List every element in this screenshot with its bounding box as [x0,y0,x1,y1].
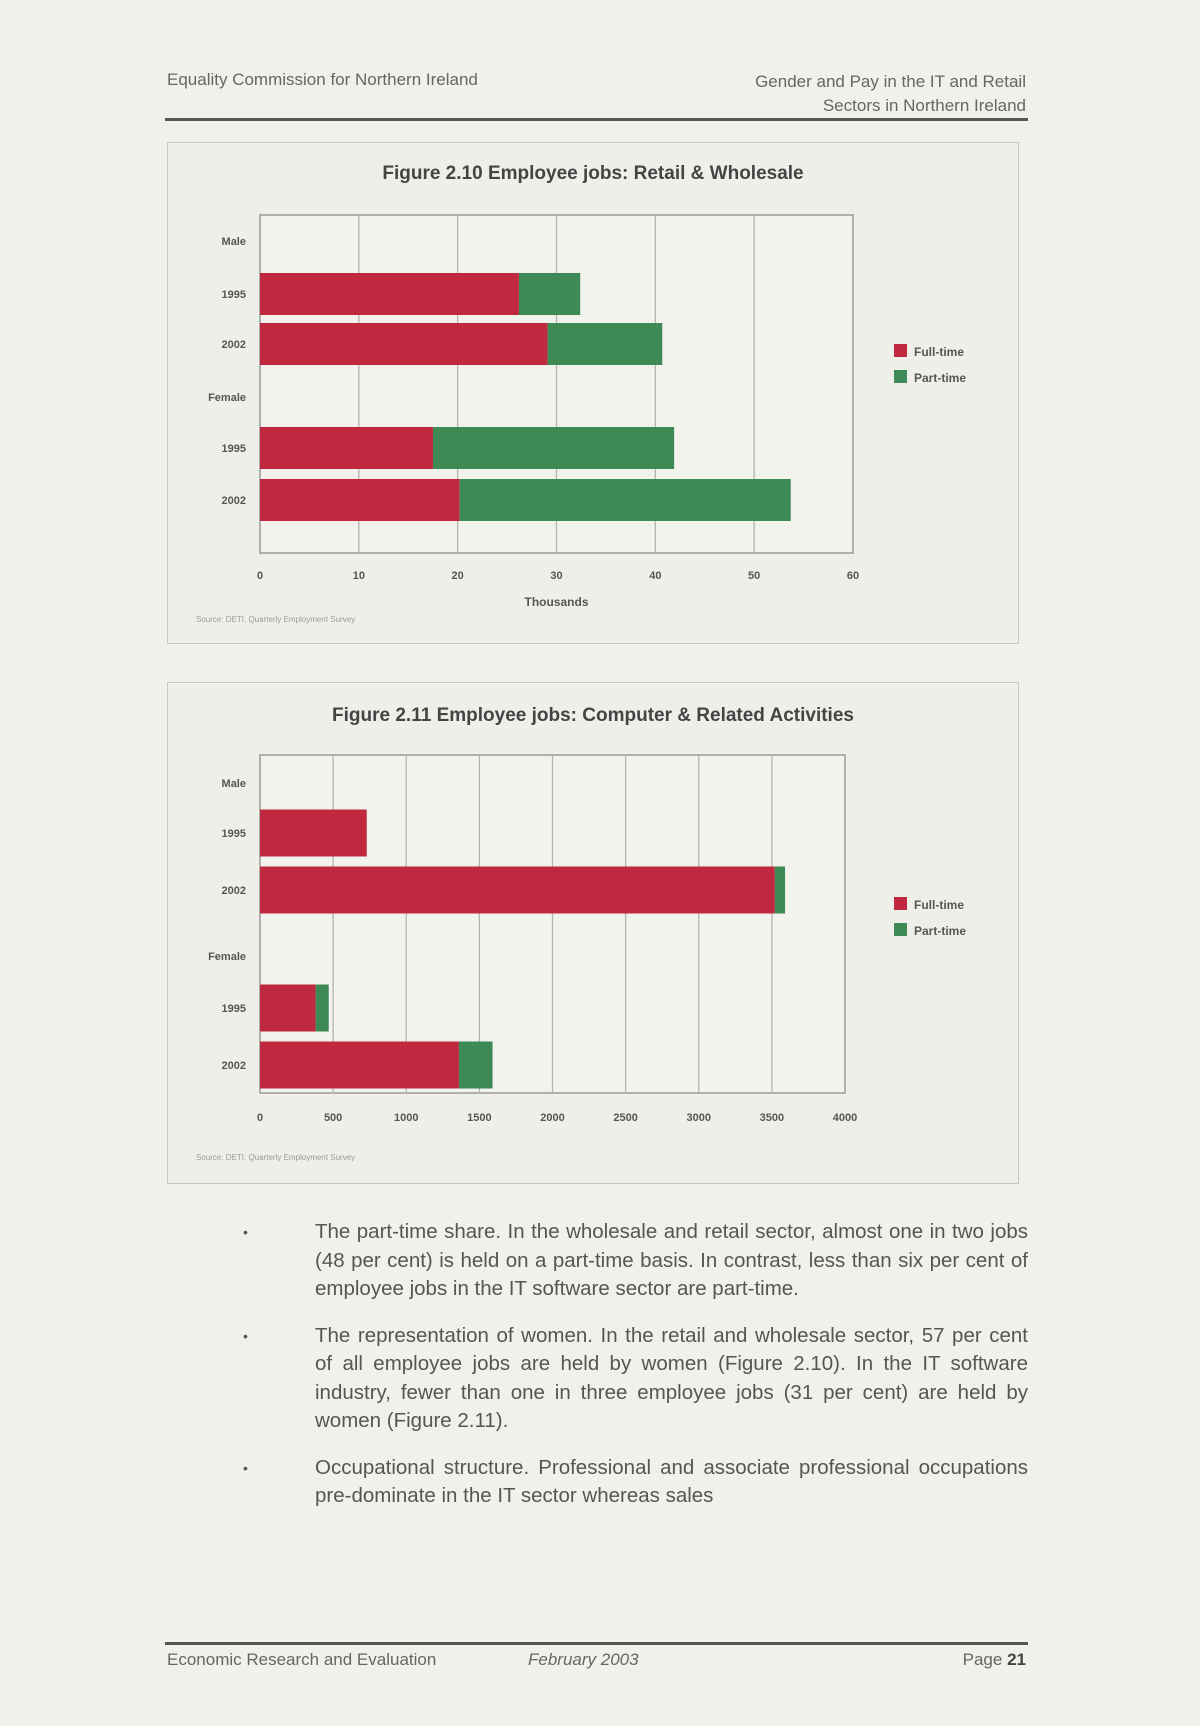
page-number: 21 [1007,1650,1026,1669]
footer-rule [165,1642,1028,1645]
bar-full-time [260,323,548,365]
header-title-line1: Gender and Pay in the IT and Retail [755,72,1026,91]
bar-full-time [260,479,460,521]
x-tick-label: 2000 [540,1112,565,1124]
bar-full-time [260,1042,459,1089]
bar-part-time [775,867,785,914]
x-tick-label: 40 [649,570,662,582]
bullet-icon: • [243,1224,248,1240]
legend-swatch-full-time [894,897,907,910]
chart-svg [168,683,1018,1183]
legend-swatch-full-time [894,344,907,357]
chart-svg [168,143,1018,643]
group-label: Female [208,951,246,963]
x-tick-label: 50 [748,570,761,582]
group-label: Female [208,392,246,404]
category-label: 1995 [221,1003,246,1015]
header-title-line2: Sectors in Northern Ireland [822,96,1026,115]
bar-part-time [316,985,329,1032]
legend-label: Part-time [914,924,967,938]
x-tick-label: 0 [256,570,264,582]
group-label: Male [221,236,246,248]
chart-source: Source: DETI, Quarterly Employment Survey [196,615,356,624]
category-label: 2002 [221,495,246,507]
group-label: Male [221,778,246,790]
bar-full-time [260,810,367,857]
x-tick-label: 1000 [394,1112,419,1124]
bar-part-time [459,1042,493,1089]
category-label: 1995 [221,443,246,455]
page-label: Page [962,1650,1003,1669]
category-label: 2002 [221,885,246,897]
legend-label: Full-time [914,898,964,912]
bullet-icon: • [243,1459,248,1476]
chart-source: Source: DETI, Quarterly Employment Survey [196,1153,356,1162]
x-tick-label: 2500 [613,1112,638,1124]
bar-part-time [548,323,663,365]
x-tick-label: 1500 [467,1112,492,1124]
legend-label: Part-time [914,371,967,385]
x-tick-label: 10 [352,570,365,582]
bullet-item [238,1322,1028,1436]
bar-full-time [260,427,433,469]
x-tick-label: 0 [256,1112,264,1124]
bar-full-time [260,867,775,914]
bullet-text: The part-time share. In the wholesale and retail sector, almost one in two jobs (48 per cent) is held on a part-time basis. In contrast, less than six per cent of employee jobs in the IT software sector are part-time. [315,1220,1028,1300]
footer-date: February 2003 [528,1650,639,1669]
bar-part-time [460,479,791,521]
x-tick-label: 20 [451,570,464,582]
chart-title: Figure 2.10 Employee jobs: Retail & Wholesale [382,163,804,184]
x-tick-label: 3500 [759,1112,785,1124]
footer-department: Economic Research and Evaluation [167,1650,437,1669]
bar-part-time [519,273,580,315]
x-tick-label: 4000 [832,1112,858,1124]
category-label: 2002 [221,339,246,351]
legend-label: Full-time [914,345,964,359]
chart-title: Figure 2.11 Employee jobs: Computer & Related Activities [332,705,854,726]
legend-swatch-part-time [894,370,907,383]
legend-swatch-part-time [894,923,907,936]
bar-part-time [433,427,674,469]
bullet-icon: • [243,1327,248,1344]
category-label: 1995 [221,828,246,840]
header-org: Equality Commission for Northern Ireland [167,70,478,89]
bullet-text: The representation of women. In the retail and wholesale sector, 57 per cent of all employee jobs are held by women (Figure 2.10). In the IT software industry, fewer than one in three employee jobs (31 per cent) are held by women (Figure 2.11). [315,1323,1028,1432]
figure-2-10 [167,142,1019,644]
bullet-list [238,1218,1028,1529]
x-tick-label: 60 [846,570,860,582]
category-label: 2002 [221,1060,246,1072]
footer-page [963,1650,1026,1670]
header-report-title [755,70,1026,118]
bar-full-time [260,985,316,1032]
x-tick-label: 500 [323,1112,343,1124]
bullet-item [238,1218,1028,1304]
bullet-text: Occupational structure. Professional and associate professional occupations pre-dominate in the IT sector whereas sales [315,1455,1028,1507]
category-label: 1995 [221,289,246,301]
x-axis-label: Thousands [524,595,589,609]
x-tick-label: 3000 [686,1112,711,1124]
header-rule [165,118,1028,121]
x-tick-label: 30 [550,570,563,582]
bar-full-time [260,273,519,315]
bullet-item [238,1454,1028,1511]
figure-2-11 [167,682,1019,1184]
